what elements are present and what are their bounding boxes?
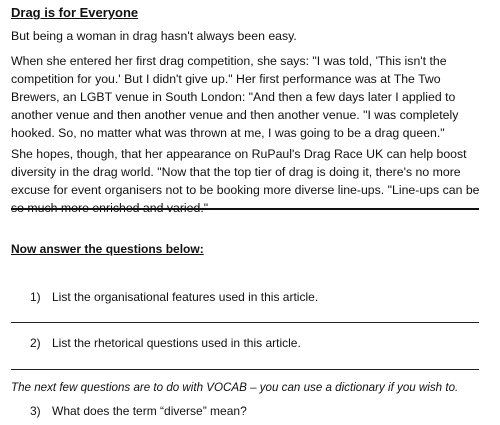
vocab-instructions: The next few questions are to do with VOCAB – you can use a dictionary if you wish to.: [11, 381, 459, 394]
article-title: Drag is for Everyone: [11, 5, 139, 20]
question-1: [30, 290, 318, 304]
article-paragraph-1: But being a woman in drag hasn't always been easy.: [11, 29, 297, 43]
question-number: 3): [30, 404, 41, 418]
answer-line-2: [11, 369, 479, 370]
answer-line-1: [11, 322, 479, 323]
question-number: 2): [30, 336, 41, 350]
question-2: [30, 336, 301, 350]
questions-heading: Now answer the questions below:: [11, 242, 204, 256]
question-3: [30, 404, 247, 418]
question-text: List the rhetorical questions used in this article.: [52, 336, 301, 350]
article-paragraph-2: When she entered her first drag competition, she says: "I was told, 'This isn't the competition for you.' But I didn't give up." Her first performance was at The Two Brewers, an LGBT venue in South London: "And then a few days later I applied to another venue and then another venue and then another venue. "I was completely hooked. So, no matter what was thrown at me, I was going to be a drag queen.": [11, 54, 459, 140]
question-text: What does the term “diverse” mean?: [52, 404, 247, 418]
article-divider: [11, 208, 479, 210]
article-paragraph-3: She hopes, though, that her appearance on RuPaul's Drag Race UK can help boost diversity in the drag world. "Now that the top tier of drag is doing it, there's no more excuse for event organisers not to be booking more diverse line-ups. "Line-ups can be so much more enriched and varied.": [11, 147, 480, 215]
question-text: List the organisational features used in this article.: [52, 290, 319, 304]
question-number: 1): [30, 290, 41, 304]
